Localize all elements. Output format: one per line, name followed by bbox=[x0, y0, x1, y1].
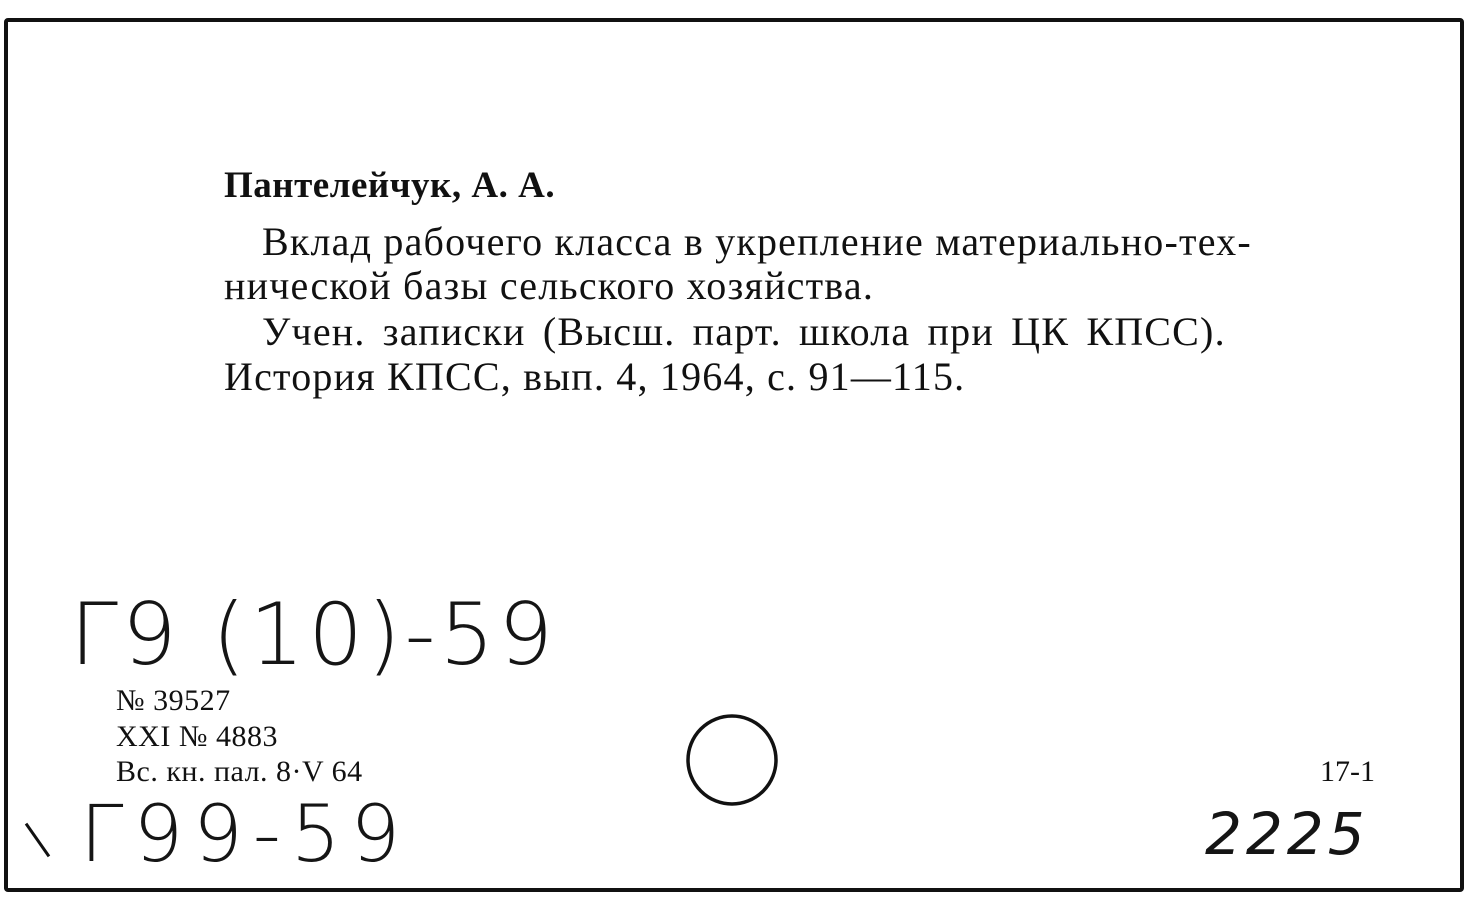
punch-hole-icon bbox=[684, 712, 780, 808]
card-index: 17-1 bbox=[1320, 755, 1375, 788]
handwritten-number: 2225 bbox=[1205, 800, 1369, 868]
source-line-2: История КПСС, вып. 4, 1964, с. 91—115. bbox=[224, 354, 966, 399]
handwritten-classification-top: Г9 (10)-59 bbox=[70, 585, 557, 685]
record-number: № 39527 bbox=[116, 684, 231, 717]
chamber-note: Вс. кн. пал. 8·V 64 bbox=[116, 755, 363, 788]
title-line-2: нической базы сельского хозяйства. bbox=[224, 263, 875, 308]
source-line-1: Учен. записки (Высш. парт. школа при ЦК КПСС). bbox=[262, 309, 1226, 354]
title-line-1: Вклад рабочего класса в укрепление материально-тех- bbox=[262, 219, 1252, 264]
author-name: Пантелейчук, А. А. bbox=[224, 165, 556, 206]
handwritten-classification-bottom: Г99-59 bbox=[80, 790, 411, 880]
series-number: XXI № 4883 bbox=[116, 720, 278, 753]
